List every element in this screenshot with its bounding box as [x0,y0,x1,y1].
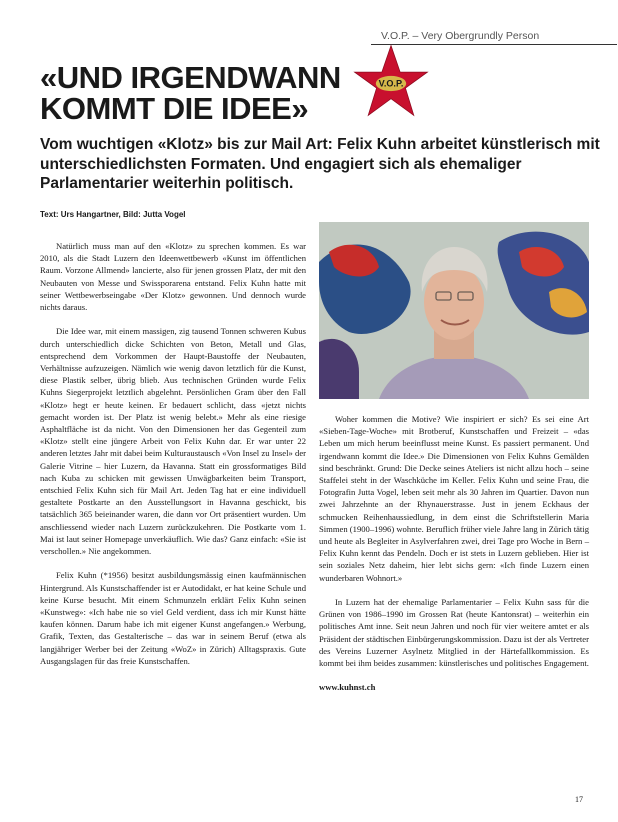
page-number: 17 [575,795,583,804]
headline-line-2: KOMMT DIE IDEE» [40,91,309,126]
headline [40,62,341,124]
vop-badge-text: V.O.P. [378,78,404,89]
article-column-left [40,240,306,679]
article-paragraph: Die Idee war, mit einem massigen, zig tausend Tonnen schweren Kubus durch unterschiedlich dicke Schichten von Beton, Metall und Glas, entsprechend dem Vorkommen der Haupt-Baustoffe der Neubauten, Verhältnisse aufzuzeigen. Nämlich wie wenig davon letztlich für die Kunst, diese Plastik selber, übrig blieb. Aus technischen Gründen wurde Felix Kuhns Siegerprojekt letztlich abgelehnt. Persönlichen Gram über den Fall «Klotz» hegt er heute keinen. Er bedauert schlicht, dass «jetzt nichts gemacht worden ist. Der Platz ist wenig belebt.» Mehr als eine riesige Asphaltfläche ist da nicht. Von den Dimensionen her das Gegenteil zum «Klotz» stellt eine jüngere Arbeit von Felix Kuhn dar. Er war unter 22 anderen letztes Jahr mit dabei beim Kulturaustausch «Von Insel zu Insel» der Galerie Vitrine – hier Luzern, da Havanna. Statt ein grossformatiges Bild nach Kuba zu schicken mit gewissen Unwägbarkeiten beim Transport, entschied Felix Kuhn sich für Mail Art. Jeden Tag hat er eine individuell gestaltete Postkarte an den Ausstellungsort in Havanna geschickt, bis tatsächlich 365 beieinander waren, die dann vor Ort präsentiert wurden. Um anschliessend wieder nach Luzern zurückzukehren. Die Postkarte vom 1. Mai ist laut seiner Homepage unverkäuflich. Wie das? Ganz einfach: «Sie ist verschollen.» Nie angekommen. [40,326,306,557]
section-label: V.O.P. – Very Obergrundly Person [381,30,540,42]
headline-line-1: «UND IRGENDWANN [40,60,341,95]
article-paragraph: Woher kommen die Motive? Wie inspiriert er sich? Es sei eine Art «Sieben-Tage-Woche» mit Brotberuf, Kunstschaffen und Freizeit – «das Leben um mich herum beeinflusst meine Kunst. Es passiert permanent. Und irgendwann kommt die Idee.» Die Dimensionen von Felix Kuhns Gemälden sind beschränkt. Grund: Die Decke seines Ateliers ist nicht allzu hoch – seine Staffelei steht in der Waschküche im Keller. Felix Kuhn und seine Frau, die Fotografin Jutta Vogel, leben seit mehr als 30 Jahren im Quartier. Davon nun zwei Jahrzehnte an der Rhynauerstrasse. Just in jenem Eckhaus der schmucken Reihenhaussiedlung, in dem einst die Schriftstellerin Maria Simmen (1900–1996) wohnte. Beruflich früher viele Jahre lang in Zürich tätig und heute als Begleiter in Asylverfahren zwei, drei Tage pro Woche in Bern – Felix Kuhn kennt das Pendeln. Doch er ist stets in Luzern geblieben. Hier ist sein soziales Netz daheim, hier lebt sichs gern: «Ich finde Luzern einen wunderbaren Wohnort.» [319,414,589,583]
article-paragraph: Natürlich muss man auf den «Klotz» zu sprechen kommen. Es war 2010, als die Stadt Luzern den Ideenwettbewerb «Kunst im öffentlichen Raum. Vorzone Allmend» lancierte, also für jenen grossen Platz, der mit den Neubauten von Messe und Swissporarena entstand. Felix Kuhn hatte mit seiner Wettbewerbseingabe «Der Klotz» gewonnen. Und dennoch wurde nichts daraus. [40,241,306,313]
article-paragraph: Felix Kuhn (*1956) besitzt ausbildungsmässig einen kaufmännischen Hintergrund. Als Kunstschaffender ist er Autodidakt, er hat keine Schule und keine Kurse besucht. Mit einem Schmunzeln erklärt Felix Kuhn seinen «Kunstweg»: «Ich habe nie so viel Geld verdient, dass ich mir Kunst hätte kaufen können. Darum habe ich mit eigener Kunst angefangen.» Werbung, Grafik, Texten, das Gestalterische – das war in seinem Beruf (etwa als langjähriger Werber bei der Zeitung «WoZ» in Zürich) Alltagspraxis. Gute Ausgangslagen für das freie Kunstschaffen. [40,570,306,666]
vop-star-badge [353,44,429,120]
website-link[interactable]: www.kuhnst.ch [319,682,376,693]
article-column-right [319,413,589,706]
byline: Text: Urs Hangartner, Bild: Jutta Vogel [40,210,186,219]
article-paragraph: In Luzern hat der ehemalige Parlamentarier – Felix Kuhn sass für die Grünen von 1986–1990 im Grossen Rat (heute Kantonsrat) – weiterhin ein politisches Amt inne. Seit neun Jahren und noch für vier weitere amtet er als Präsident der städtischen Einbürgerungskommission. Dazu ist der als Vertreter des Vereins Luzerner Asylnetz Mitglied in der Härtefallkommission. Es kommt bei ihm beides zusammen: künstlerisches und politisches Engagement. [319,597,589,669]
portrait-photo [319,222,589,399]
lead-paragraph: Vom wuchtigen «Klotz» bis zur Mail Art: Felix Kuhn arbeitet künstlerisch mit unterschiedlichsten Formaten. Und engagiert sich als ehemaliger Parlamentarier weiterhin politisch. [40,136,600,192]
